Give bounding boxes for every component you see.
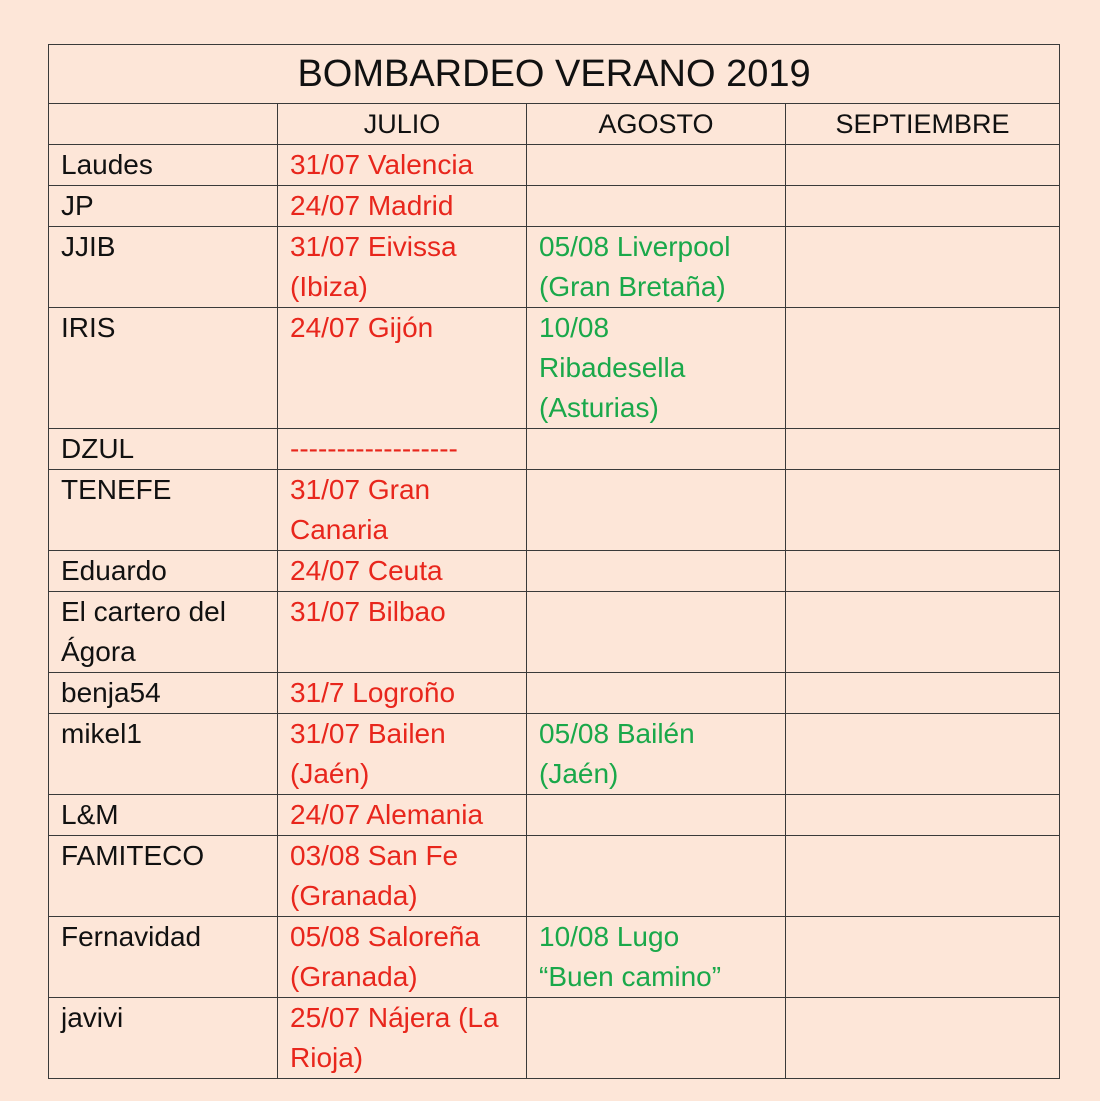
septiembre-entry-cell (786, 673, 1060, 714)
julio-entry-cell (278, 186, 527, 227)
participant-name-cell (49, 186, 278, 227)
julio-entry-cell (278, 551, 527, 592)
agosto-entry-cell (527, 836, 786, 917)
julio-entry-cell (278, 227, 527, 308)
julio-entry: 03/08 San Fe (Granada) (290, 840, 459, 911)
title-row (49, 45, 1060, 104)
agosto-entry-cell (527, 429, 786, 470)
table-row (49, 917, 1060, 998)
julio-entry: 31/07 Bailen (Jaén) (290, 718, 446, 789)
septiembre-entry-cell (786, 714, 1060, 795)
agosto-entry-cell (527, 673, 786, 714)
agosto-entry: 10/08 Lugo “Buen camino” (539, 921, 722, 992)
table-row (49, 592, 1060, 673)
agosto-entry-cell (527, 917, 786, 998)
participant-name-cell (49, 227, 278, 308)
participant-name: TENEFE (61, 474, 172, 505)
julio-entry: 31/07 Eivissa (Ibiza) (290, 231, 457, 302)
table-row (49, 308, 1060, 429)
participant-name-cell (49, 673, 278, 714)
table-row (49, 836, 1060, 917)
agosto-entry-cell (527, 186, 786, 227)
participant-name-cell (49, 551, 278, 592)
julio-entry: 31/07 Gran Canaria (290, 474, 431, 545)
agosto-entry: 05/08 Liverpool (Gran Bretaña) (539, 231, 731, 302)
agosto-entry-cell (527, 308, 786, 429)
header-julio: JULIO (278, 104, 527, 145)
table-row (49, 429, 1060, 470)
agosto-entry-cell (527, 551, 786, 592)
participant-name: Laudes (61, 149, 153, 180)
participant-name-cell (49, 795, 278, 836)
julio-entry: ------------------ (290, 433, 458, 464)
table-title: BOMBARDEO VERANO 2019 (49, 45, 1060, 104)
agosto-entry: 10/08 Ribadesella (Asturias) (539, 312, 686, 423)
septiembre-entry-cell (786, 551, 1060, 592)
julio-entry-cell (278, 795, 527, 836)
table-row (49, 673, 1060, 714)
julio-entry: 05/08 Saloreña (Granada) (290, 921, 480, 992)
agosto-entry-cell (527, 714, 786, 795)
julio-entry-cell (278, 714, 527, 795)
septiembre-entry-cell (786, 186, 1060, 227)
septiembre-entry-cell (786, 836, 1060, 917)
table-row (49, 795, 1060, 836)
table-row (49, 145, 1060, 186)
septiembre-entry-cell (786, 998, 1060, 1079)
julio-entry: 24/07 Gijón (290, 312, 434, 343)
agosto-entry: 05/08 Bailén (Jaén) (539, 718, 695, 789)
table-row (49, 998, 1060, 1079)
septiembre-entry-cell (786, 917, 1060, 998)
agosto-entry-cell (527, 470, 786, 551)
table-row (49, 227, 1060, 308)
julio-entry: 24/07 Ceuta (290, 555, 443, 586)
participant-name: FAMITECO (61, 840, 205, 871)
participant-name: Fernavidad (61, 921, 202, 952)
header-septiembre: SEPTIEMBRE (786, 104, 1060, 145)
septiembre-entry-cell (786, 227, 1060, 308)
participant-name-cell (49, 998, 278, 1079)
julio-entry-cell (278, 917, 527, 998)
participant-name-cell (49, 836, 278, 917)
julio-entry: 31/7 Logroño (290, 677, 456, 708)
participant-name: benja54 (61, 677, 161, 708)
septiembre-entry-cell (786, 592, 1060, 673)
agosto-entry-cell (527, 227, 786, 308)
table-row (49, 186, 1060, 227)
julio-entry-cell (278, 470, 527, 551)
participant-name-cell (49, 917, 278, 998)
participant-name: L&M (61, 799, 119, 830)
participant-name: El cartero del Ágora (61, 596, 226, 667)
septiembre-entry-cell (786, 145, 1060, 186)
participant-name: Eduardo (61, 555, 167, 586)
participant-name: JJIB (61, 231, 116, 262)
participant-name-cell (49, 714, 278, 795)
julio-entry: 31/07 Valencia (290, 149, 474, 180)
participant-name: javivi (61, 1002, 124, 1033)
septiembre-entry-cell (786, 429, 1060, 470)
participant-name: IRIS (61, 312, 116, 343)
table-row (49, 470, 1060, 551)
julio-entry-cell (278, 592, 527, 673)
julio-entry: 31/07 Bilbao (290, 596, 446, 627)
septiembre-entry-cell (786, 795, 1060, 836)
header-agosto: AGOSTO (527, 104, 786, 145)
julio-entry-cell (278, 429, 527, 470)
participant-name: mikel1 (61, 718, 142, 749)
julio-entry-cell (278, 145, 527, 186)
julio-entry-cell (278, 308, 527, 429)
agosto-entry-cell (527, 998, 786, 1079)
julio-entry: 25/07 Nájera (La Rioja) (290, 1002, 499, 1073)
agosto-entry-cell (527, 592, 786, 673)
schedule-table (48, 44, 1060, 1079)
julio-entry-cell (278, 673, 527, 714)
julio-entry: 24/07 Madrid (290, 190, 454, 221)
julio-entry: 24/07 Alemania (290, 799, 484, 830)
participant-name-cell (49, 592, 278, 673)
participant-name: DZUL (61, 433, 135, 464)
agosto-entry-cell (527, 145, 786, 186)
agosto-entry-cell (527, 795, 786, 836)
julio-entry-cell (278, 998, 527, 1079)
participant-name: JP (61, 190, 94, 221)
participant-name-cell (49, 308, 278, 429)
empty-header-cell (49, 104, 278, 145)
participant-name-cell (49, 429, 278, 470)
table-row (49, 551, 1060, 592)
septiembre-entry-cell (786, 308, 1060, 429)
participant-name-cell (49, 145, 278, 186)
julio-entry-cell (278, 836, 527, 917)
table-row (49, 714, 1060, 795)
participant-name-cell (49, 470, 278, 551)
month-header-row (49, 104, 1060, 145)
septiembre-entry-cell (786, 470, 1060, 551)
